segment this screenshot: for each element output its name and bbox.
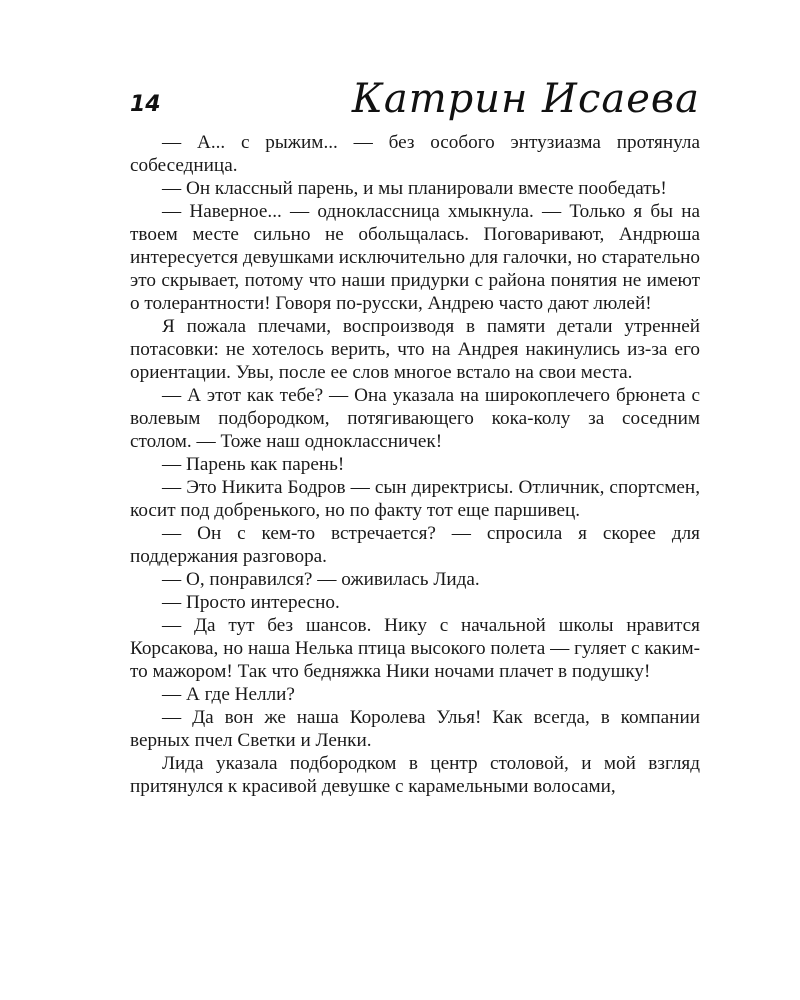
paragraph: — Он с кем-то встречается? — спросила я скорее для поддержания разговора.: [130, 523, 700, 567]
page-number: 14: [130, 92, 161, 117]
author-name-header: Катрин Исаева: [351, 76, 700, 122]
paragraph: — Он классный парень, и мы планировали вместе пообедать!: [162, 178, 667, 199]
paragraph: — Наверное... — одноклассница хмыкнула. — Только я бы на твоем месте сильно не обольщалась. Поговаривают, Андрюша интересуется девушками исключительно для галочки, но старательно это скрывает, потому что наши придурки с района понятия не имеют о толерантности! Говоря по-русски, Андрею часто дают люлей!: [130, 201, 700, 314]
paragraph: — А... с рыжим... — без особого энтузиазма протянула собеседница.: [130, 132, 700, 176]
paragraph: — Просто интересно.: [162, 592, 340, 613]
paragraph: — О, понравился? — оживилась Лида.: [162, 569, 480, 590]
paragraph: — Да вон же наша Королева Улья! Как всегда, в компании верных пчел Светки и Ленки.: [130, 707, 700, 751]
paragraph: — Это Никита Бодров — сын директрисы. Отличник, спортсмен, косит под добренького, но по факту тот еще паршивец.: [130, 477, 700, 521]
paragraph: — Да тут без шансов. Нику с начальной школы нравится Корсакова, но наша Нелька птица высокого полета — гуляет с каким-то мажором! Так что бедняжка Ники ночами плачет в подушку!: [130, 615, 700, 682]
paragraph: — Парень как парень!: [162, 454, 345, 475]
paragraph: — А где Нелли?: [162, 684, 295, 705]
paragraph: — А этот как тебе? — Она указала на широкоплечего брюнета с волевым подбородком, потягивающего кока-колу за соседним столом. — Тоже наш одноклассничек!: [130, 385, 700, 452]
body-text: [130, 131, 700, 798]
paragraph: Лида указала подбородком в центр столовой, и мой взгляд притянулся к красивой девушке с карамельными волосами,: [130, 753, 700, 797]
paragraph: Я пожала плечами, воспроизводя в памяти детали утренней потасовки: не хотелось верить, что на Андрея накинулись из-за его ориентации. Увы, после ее слов многое встало на свои места.: [130, 316, 700, 383]
